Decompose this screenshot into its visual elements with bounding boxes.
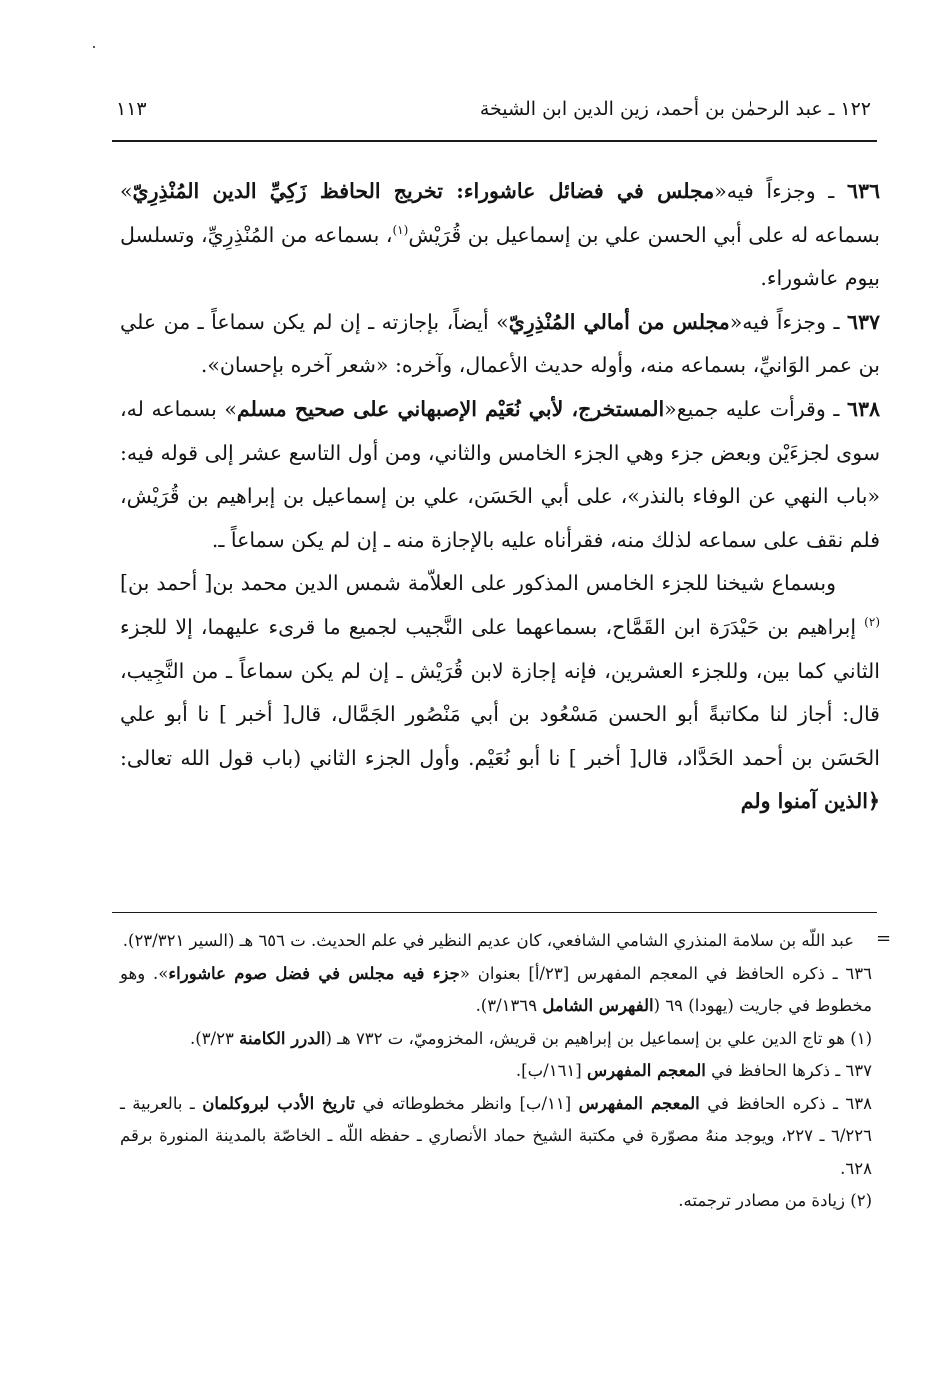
footnote-title: جزء فيه مجلس في فضل صوم عاشوراء — [168, 963, 460, 983]
entry-637 — [120, 301, 880, 388]
footnote-2 — [120, 1185, 872, 1218]
footnote-text: زيادة من مصادر ترجمته. — [678, 1191, 851, 1210]
footnote-label: (١) — [850, 1028, 872, 1048]
footnote-source: الدرر الكامنة — [239, 1028, 326, 1048]
entry-text: » أيضاً، بإجازته ـ إن لم يكن سماعاً ـ من علي بن عمر الوَانيِّ، بسماعه منه، وأوله حديث الأعمال، وآخره: «شعر آخره بإحسان». — [120, 309, 880, 378]
footnote-ref: (١) — [392, 222, 409, 237]
footnote-text: ٦٣٨ ـ ذكره الحافظ في — [699, 1093, 872, 1113]
entry-636 — [120, 170, 880, 301]
entry-title: مجلس في فضائل عاشوراء: تخريج الحافظ زَكِيِّ الدين المُنْذِرِيّ — [132, 179, 715, 203]
entry-638 — [120, 388, 880, 562]
footnote-text: ٦٣٧ ـ ذكرها الحافظ في — [705, 1061, 872, 1080]
main-text — [120, 170, 880, 824]
entry-number: ٦٣٨ — [846, 396, 880, 421]
footnote-1 — [120, 1023, 872, 1056]
entry-intro: ـ وقرأت عليه جميع« — [664, 396, 847, 421]
footnote-text-tail: ٣/٢٣). — [190, 1028, 240, 1048]
footnote-text: ٦٣٦ ـ ذكره الحافظ في المعجم المفهرس [٢٣/أ] بعنوان « — [459, 963, 873, 983]
running-title: ١٢٢ ـ عبد الرحمٰن بن أحمد، زين الدين ابن الشيخة — [479, 98, 871, 120]
footnotes — [120, 925, 872, 1218]
quran-quote: ﴿الذين آمنوا ولم — [740, 789, 880, 814]
footnote-text-tail: [١٦١/ب]. — [515, 1061, 587, 1080]
continuation-mark: = — [876, 928, 892, 949]
footnote-638 — [120, 1088, 872, 1186]
footnote-separator — [112, 912, 877, 913]
footnote-source: المعجم المفهرس — [586, 1061, 706, 1080]
paragraph-text: وبسماع شيخنا للجزء الخامس المذكور على العلاّمة شمس الدين محمد بن[ أحمد بن] — [120, 571, 836, 596]
entry-number: ٦٣٦ — [846, 179, 881, 203]
paragraph-text-cont: إبراهيم بن حَيْدَرَة ابن القَمَّاح، بسماعهما على النَّجيب لجميع ما قرىء عليهما، إلا للجزء الثاني كما بين، وللجزء العشرين، فإنه إجازة لابن قُرَيْش ـ إن لم يكن سماعاً ـ من النَّجِيب، قال: أجاز لنا مكاتبةً أبو الحسن مَسْعُود بن أبي مَنْصُور الجَمَّال، قال[ أخبر ] نا أبو علي الحَسَن بن أحمد الحَدَّاد، قال[ أخبر ] نا أبو نُعَيْم. وأول الجزء الثاني (باب قول الله تعالى: — [120, 614, 880, 770]
footnote-text-mid: [١١/ب] وانظر مخطوطاته في — [354, 1093, 579, 1113]
entry-text-tail: ، بسماعه من المُنْذِرِيِّ، وتسلسل بيوم عاشوراء. — [120, 222, 880, 291]
footnote-source-2: تاريخ الأدب لبروكلمان — [202, 1093, 355, 1113]
entry-title: المستخرج، لأبي نُعَيْم الإصبهاني على صحيح مسلم — [236, 396, 665, 421]
footnote-continuation: عبد اللّه بن سلامة المنذري الشامي الشافعي، كان عديم النظير في علم الحديث. ت ٦٥٦ هـ (السير ٢٣/٣٢١). — [122, 931, 854, 950]
footnote-text-tail: ـ بالعربية ـ ٦/٢٢٦ ـ ٢٢٧، ويوجد منهُ مصوّرة في مكتبة الشيخ حماد الأنصاري ـ حفظه اللّه ـ الخاصّة بالمدينة المنورة برقم ٦٢٨. — [120, 1093, 872, 1178]
footnote-source: الفهرس الشامل — [542, 996, 654, 1015]
footnote-text: هو تاج الدين علي بن إسماعيل بن إبراهيم بن قريش، المخزوميّ، ت ٧٣٢ هـ ( — [325, 1028, 851, 1048]
entry-title: مجلس من أمالي المُنْذِرِيّ — [508, 309, 730, 334]
footnote-636 — [120, 958, 872, 1023]
entry-text: » بسماعه له، سوى لجزءَيْن وبعض جزء وهي الجزء الخامس والثاني، ومن أول التاسع عشر إلى قوله فيه: «باب النهي عن الوفاء بالنذر»، على أبي الحَسَن، علي بن إسماعيل بن إبراهيم بن قُرَيْش، فلم نقف على سماعه لذلك منه، فقرأناه عليه بالإجازة منه ـ إن لم يكن سماعاً ـ. — [120, 396, 880, 552]
footnote-text-mid: ». وهو مخطوط في جاريت (يهودا) ٦٩ ( — [120, 963, 872, 1015]
footnote-637 — [120, 1055, 872, 1088]
page-header — [112, 90, 877, 142]
scan-mark — [93, 46, 95, 48]
footnote-text-tail: ٣/١٣٦٩). — [475, 996, 543, 1015]
entry-number: ٦٣٧ — [846, 309, 881, 334]
entry-text: » بسماعه له على أبي الحسن علي بن إسماعيل بن قُرَيْش — [120, 179, 880, 247]
footnote-source: المعجم المفهرس — [578, 1093, 700, 1113]
page-number: ١١٣ — [116, 98, 147, 120]
footnote-label: (٢) — [850, 1191, 872, 1210]
entry-intro: ـ وجزءاً فيه« — [714, 179, 847, 203]
footnote-ref: (٢) — [864, 615, 880, 630]
entry-intro: ـ وجزءاً فيه« — [729, 309, 847, 334]
sama-paragraph — [120, 562, 880, 824]
